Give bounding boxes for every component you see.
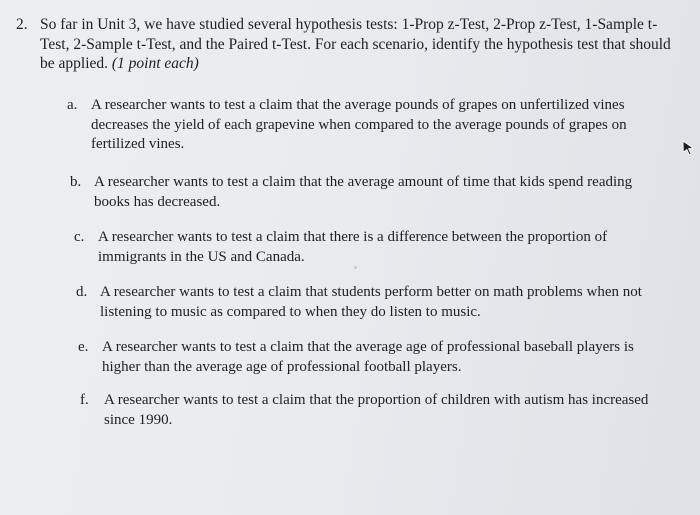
scenario-text: A researcher wants to test a claim that the average amount of time that kids spend reading books has decreased.	[94, 174, 633, 210]
scenario-d	[76, 283, 676, 322]
question-2	[16, 15, 676, 74]
scenario-text: A researcher wants to test a claim that the average pounds of grapes on unfertilized vines decreases the yield of each grapevine when compared to the average pounds of grapes on fertilized vines.	[91, 97, 627, 152]
scenario-letter: c.	[74, 229, 85, 245]
question-number: 2.	[16, 16, 28, 33]
scenario-b	[70, 173, 670, 212]
scenario-text: A researcher wants to test a claim that the proportion of children with autism has increased since 1990.	[104, 392, 649, 428]
scenario-c	[74, 228, 649, 267]
scenario-a	[67, 96, 667, 155]
scenario-text: A researcher wants to test a claim that students perform better on math problems when not listening to music as compared to when they do listen to music.	[100, 284, 642, 320]
question-prompt	[40, 15, 676, 74]
scenario-letter: e.	[78, 339, 89, 355]
scenario-text: A researcher wants to test a claim that there is a difference between the proportion of immigrants in the US and Canada.	[98, 229, 608, 265]
question-text: So far in Unit 3, we have studied several hypothesis tests: 1-Prop z-Test, 2-Prop z-Test, 1-Sample t-Test, 2-Sample t-Test, and the Paired t-Test. For each scenario, identify the hypothesis test that should be applied.	[40, 16, 671, 72]
paper-speck	[354, 266, 357, 269]
mouse-pointer-icon	[681, 139, 695, 159]
scenario-e	[78, 338, 668, 377]
scenario-letter: f.	[80, 392, 89, 408]
scenario-text: A researcher wants to test a claim that the average age of professional baseball players is higher than the average age of professional football players.	[102, 339, 634, 375]
scenario-letter: d.	[76, 284, 88, 300]
scenario-f	[80, 391, 670, 430]
question-points: (1 point each)	[111, 55, 199, 72]
scenario-letter: a.	[67, 97, 78, 113]
scenario-letter: b.	[70, 174, 82, 190]
